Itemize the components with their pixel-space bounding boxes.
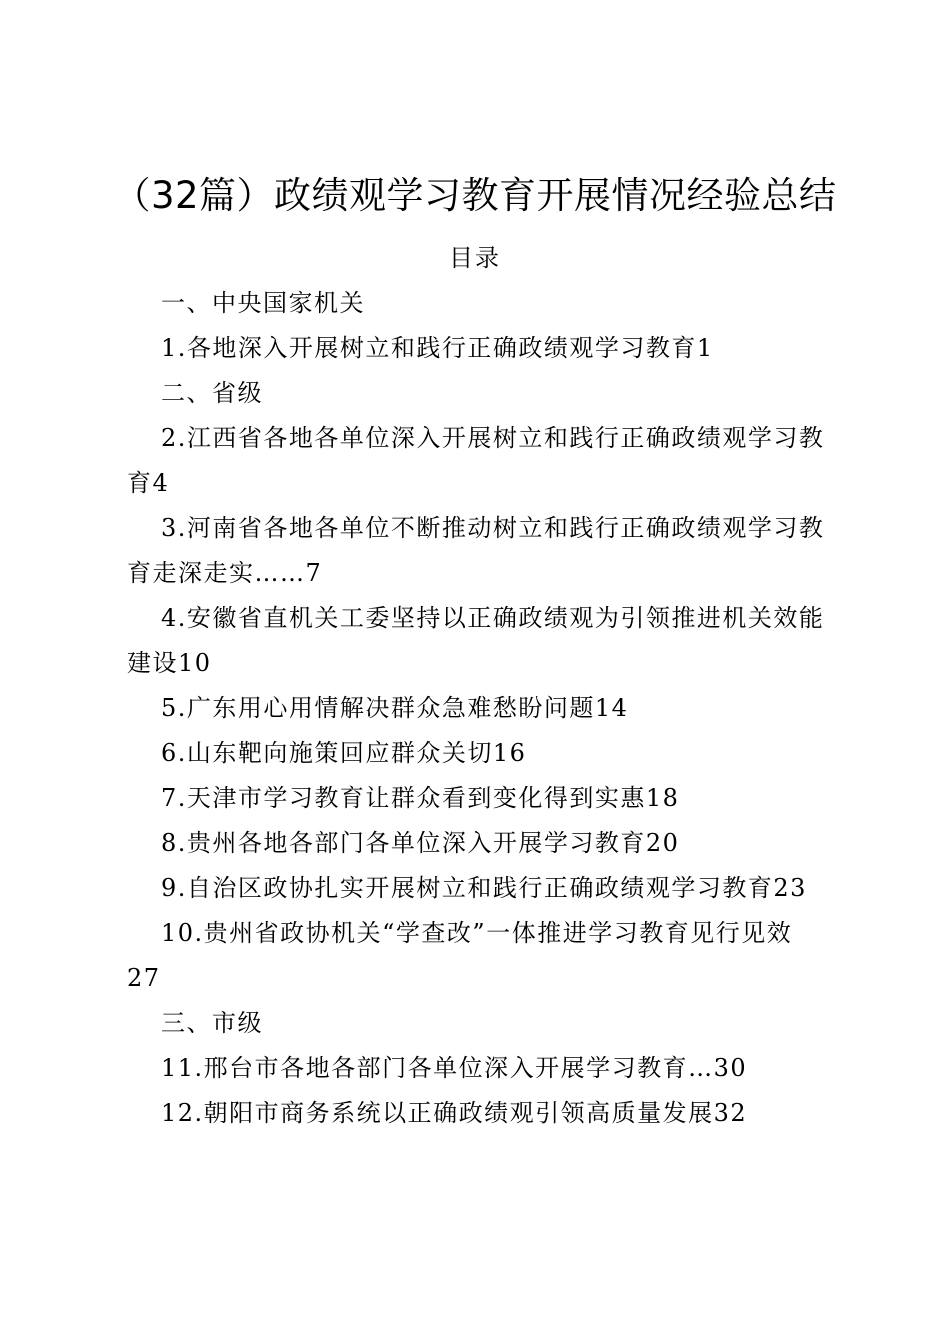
table-of-contents — [127, 281, 827, 1136]
toc-entry: 2.江西省各地各单位深入开展树立和践行正确政绩观学习教 — [161, 424, 825, 452]
toc-entry-continuation: 育4 — [127, 469, 170, 497]
toc-entry-continuation: 27 — [127, 964, 161, 992]
toc-entry: 9.自治区政协扎实开展树立和践行正确政绩观学习教育23 — [161, 874, 807, 902]
toc-entry: 4.安徽省直机关工委坚持以正确政绩观为引领推进机关效能 — [161, 604, 825, 632]
toc-heading: 目录 — [449, 244, 501, 272]
toc-entry-continuation: 建设10 — [127, 649, 212, 677]
toc-entry: 7.天津市学习教育让群众看到变化得到实惠18 — [161, 784, 680, 812]
toc-entry: 10.贵州省政协机关“学查改”一体推进学习教育见行见效 — [161, 919, 793, 947]
toc-section-heading: 二、省级 — [161, 379, 263, 407]
toc-section-heading: 三、市级 — [161, 1009, 263, 1037]
toc-entry: 6.山东靶向施策回应群众关切16 — [161, 739, 527, 767]
toc-entry: 8.贵州各地各部门各单位深入开展学习教育20 — [161, 829, 680, 857]
toc-entry: 3.河南省各地各单位不断推动树立和践行正确政绩观学习教 — [161, 514, 825, 542]
toc-section-heading: 一、中央国家机关 — [161, 289, 365, 317]
toc-entry-continuation: 育走深走实……7 — [127, 559, 323, 587]
toc-entry: 1.各地深入开展树立和践行正确政绩观学习教育1 — [161, 334, 714, 362]
toc-entry: 11.邢台市各地各部门各单位深入开展学习教育…30 — [161, 1054, 748, 1082]
toc-entry: 5.广东用心用情解决群众急难愁盼问题14 — [161, 694, 629, 722]
document-title: （32篇）政绩观学习教育开展情况经验总结 — [113, 174, 837, 217]
toc-entry: 12.朝阳市商务系统以正确政绩观引领高质量发展32 — [161, 1099, 748, 1127]
